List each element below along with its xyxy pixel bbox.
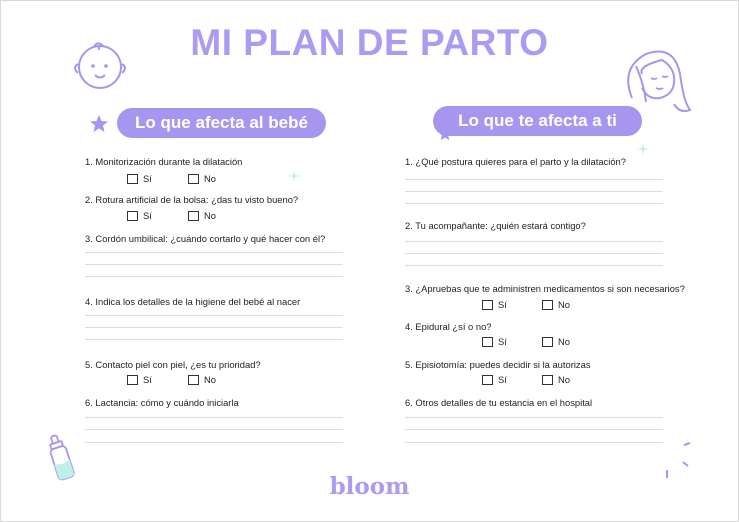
section-heading-you: Lo que te afecta a ti — [433, 106, 642, 136]
checkbox-box[interactable] — [127, 174, 138, 184]
question-epidural: 4. Epidural ¿sí o no? — [405, 321, 492, 332]
answer-line[interactable] — [85, 442, 343, 443]
answer-line[interactable] — [405, 417, 663, 418]
checkbox-no[interactable]: No — [542, 336, 570, 347]
question-medicamentos: 3. ¿Apruebas que te administren medicamentos si son necesarios? — [405, 283, 685, 294]
checkbox-box[interactable] — [482, 375, 493, 385]
checkbox-box[interactable] — [542, 375, 553, 385]
page-title: MI PLAN DE PARTO — [190, 22, 549, 63]
checkbox-si[interactable]: Sí — [127, 374, 152, 385]
answer-line[interactable] — [405, 203, 663, 204]
question-estancia-hospital: 6. Otros detalles de tu estancia en el hospital — [405, 397, 593, 408]
checkbox-box[interactable] — [188, 375, 199, 385]
checkbox-no[interactable]: No — [188, 173, 216, 184]
answer-line[interactable] — [85, 327, 343, 328]
question-piel-con-piel: 5. Contacto piel con piel, ¿es tu prioridad? — [85, 359, 261, 370]
answer-line[interactable] — [405, 179, 663, 180]
checkbox-box[interactable] — [188, 211, 199, 221]
checkbox-si[interactable]: Sí — [127, 173, 152, 184]
checkbox-box[interactable] — [542, 337, 553, 347]
answer-line[interactable] — [85, 429, 343, 430]
question-cordon-umbilical: 3. Cordón umbilical: ¿cuándo cortarlo y qué hacer con él? — [85, 233, 326, 244]
checkbox-box[interactable] — [482, 300, 493, 310]
answer-line[interactable] — [405, 442, 663, 443]
answer-line[interactable] — [405, 253, 663, 254]
question-rotura-bolsa: 2. Rotura artificial de la bolsa: ¿das tu visto bueno? — [85, 194, 299, 205]
checkbox-box[interactable] — [542, 300, 553, 310]
question-postura: 1. ¿Qué postura quieres para el parto y la dilatación? — [405, 156, 626, 167]
checkbox-box[interactable] — [482, 337, 493, 347]
checkbox-no[interactable]: No — [542, 374, 570, 385]
checkbox-si[interactable]: Sí — [482, 374, 507, 385]
checkbox-no[interactable]: No — [542, 299, 570, 310]
answer-line[interactable] — [405, 191, 663, 192]
answer-line[interactable] — [405, 265, 663, 266]
question-lactancia: 6. Lactancia: cómo y cuándo iniciarla — [85, 397, 239, 408]
section-heading-baby: Lo que afecta al bebé — [117, 108, 326, 138]
question-monitorizacion: 1. Monitorización durante la dilatación — [85, 156, 243, 167]
checkbox-box[interactable] — [188, 174, 199, 184]
answer-line[interactable] — [85, 276, 343, 277]
star-icon — [90, 115, 108, 133]
checkbox-si[interactable]: Sí — [482, 336, 507, 347]
checkbox-si[interactable]: Sí — [482, 299, 507, 310]
answer-line[interactable] — [405, 241, 663, 242]
question-higiene-bebe: 4. Indica los detalles de la higiene del bebé al nacer — [85, 296, 301, 307]
brand-logo: bloom — [329, 473, 410, 500]
answer-line[interactable] — [405, 429, 663, 430]
sparkle-icon — [288, 170, 300, 182]
question-episiotomia: 5. Episiotomía: puedes decidir si la autorizas — [405, 359, 591, 370]
answer-line[interactable] — [85, 252, 343, 253]
checkbox-no[interactable]: No — [188, 210, 216, 221]
checkbox-box[interactable] — [127, 211, 138, 221]
checkbox-no[interactable]: No — [188, 374, 216, 385]
answer-line[interactable] — [85, 339, 343, 340]
answer-line[interactable] — [85, 315, 343, 316]
baby-face-icon — [70, 42, 132, 92]
checkbox-box[interactable] — [127, 375, 138, 385]
checkbox-si[interactable]: Sí — [127, 210, 152, 221]
answer-line[interactable] — [85, 264, 343, 265]
question-acompanante: 2. Tu acompañante: ¿quién estará contigo? — [405, 220, 586, 231]
sparkle-icon — [637, 143, 649, 155]
answer-line[interactable] — [85, 417, 343, 418]
